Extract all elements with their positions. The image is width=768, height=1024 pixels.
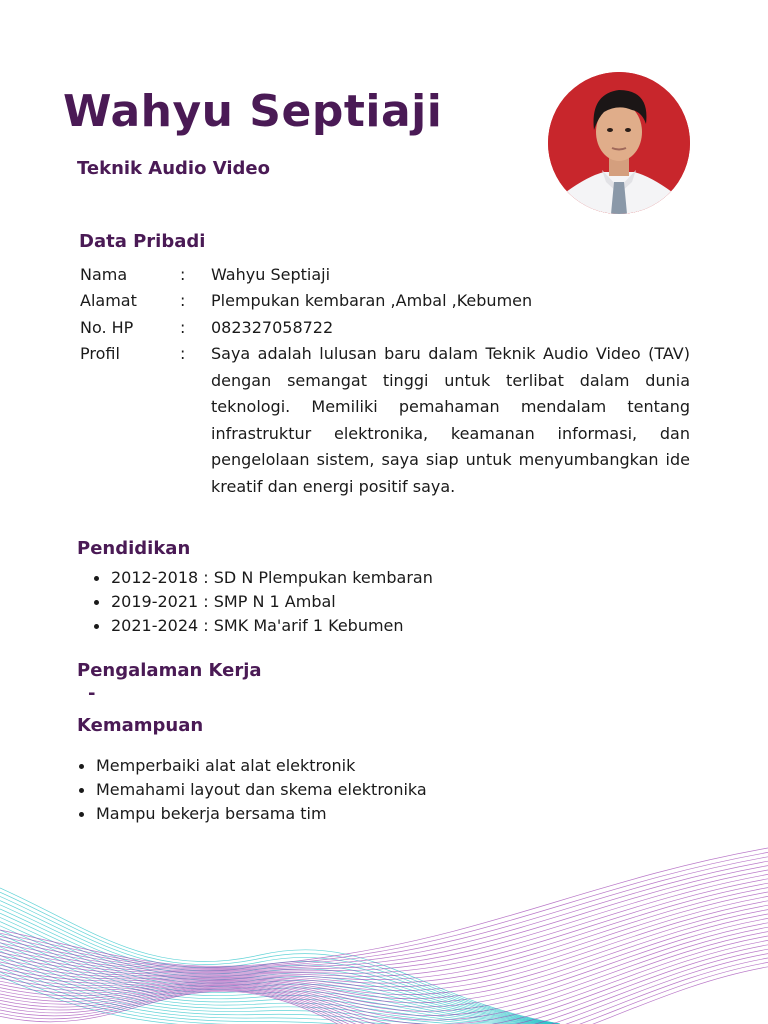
info-row-no-hp <box>80 315 692 342</box>
decorative-waves <box>0 830 768 1024</box>
info-value: Wahyu Septiaji <box>211 265 331 284</box>
info-row-nama <box>80 262 692 289</box>
info-label: No. HP <box>80 318 134 337</box>
info-value: Plempukan kembaran ,Ambal ,Kebumen <box>211 291 533 310</box>
list-item: Memperbaiki alat alat elektronik <box>77 754 427 778</box>
list-item: 2021-2024 : SMK Ma'arif 1 Kebumen <box>92 614 433 638</box>
education-list <box>92 566 433 638</box>
info-label: Profil <box>80 344 120 363</box>
section-title-pengalaman-kerja: Pengalaman Kerja <box>77 660 262 681</box>
info-label: Alamat <box>80 291 137 310</box>
candidate-name: Wahyu Septiaji <box>63 86 443 137</box>
skills-list <box>77 754 427 826</box>
section-title-data-pribadi: Data Pribadi <box>79 231 206 252</box>
list-item: 2019-2021 : SMP N 1 Ambal <box>92 590 433 614</box>
info-row-alamat <box>80 288 692 315</box>
section-title-pendidikan: Pendidikan <box>77 538 191 559</box>
list-item: 2012-2018 : SD N Plempukan kembaran <box>92 566 433 590</box>
info-separator: : <box>180 291 186 310</box>
info-separator: : <box>180 318 186 337</box>
info-label: Nama <box>80 265 128 284</box>
info-value: Saya adalah lulusan baru dalam Teknik Audio Video (TAV) dengan semangat tinggi untuk terlibat dalam dunia teknologi. Memiliki pemahaman mendalam tentang infrastruktur elektronika, keamanan informasi, dan pengelolaan sistem, saya siap untuk menyumbangkan ide kreatif dan energi positif saya. <box>211 344 690 496</box>
section-title-kemampuan: Kemampuan <box>77 715 204 736</box>
profile-photo <box>548 72 690 214</box>
candidate-subtitle: Teknik Audio Video <box>77 158 270 179</box>
info-separator: : <box>180 344 186 363</box>
list-item: Mampu bekerja bersama tim <box>77 802 427 826</box>
purple-wave-lines <box>0 848 768 1024</box>
info-separator: : <box>180 265 186 284</box>
info-row-profil <box>80 341 692 501</box>
experience-value: - <box>88 683 96 704</box>
list-item: Memahami layout dan skema elektronika <box>77 778 427 802</box>
info-value: 082327058722 <box>211 318 334 337</box>
